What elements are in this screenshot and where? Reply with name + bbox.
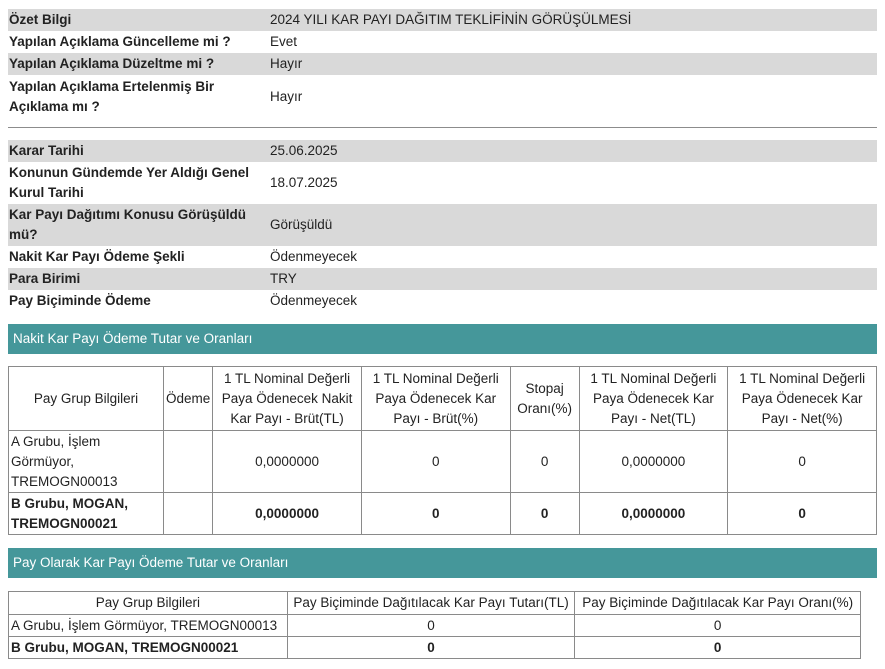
cash-dividend-table: [8, 366, 877, 535]
decision-date-label: Karar Tarihi: [9, 143, 84, 158]
deferred-value: Hayır: [270, 89, 303, 104]
gross-tl-cell: 0,0000000: [213, 493, 362, 535]
table-header-row: [9, 367, 877, 431]
dividend-discussed-label: Kar Payı Dağıtımı Konusu Görüşüldü mü?: [9, 207, 247, 242]
correction-label: Yapılan Açıklama Düzeltme mi ?: [9, 56, 215, 71]
cash-payment-method-label: Nakit Kar Payı Ödeme Şekli: [9, 249, 185, 264]
column-header: 1 TL Nominal Değerli Paya Ödenecek Kar Payı - Brüt(%): [361, 367, 510, 431]
rate-cell: 0: [575, 615, 861, 637]
payment-cell: [163, 431, 212, 493]
share-payment-value: Ödenmeyecek: [270, 293, 358, 308]
amount-cell: 0: [287, 637, 575, 659]
column-header: Stopaj Oranı(%): [510, 367, 579, 431]
divider: [8, 127, 877, 128]
summary-row: [8, 9, 877, 31]
gross-pct-cell: 0: [361, 431, 510, 493]
payment-cell: [163, 493, 212, 535]
gross-pct-cell: 0: [361, 493, 510, 535]
group-cell: A Grubu, İşlem Görmüyor, TREMOGN00013: [9, 615, 288, 637]
table-row: [9, 637, 861, 659]
net-tl-cell: 0,0000000: [579, 431, 728, 493]
column-header: Pay Biçiminde Dağıtılacak Kar Payı Oranı(%): [575, 592, 861, 615]
update-label: Yapılan Açıklama Güncelleme mi ?: [9, 34, 231, 49]
currency-label: Para Birimi: [9, 271, 81, 286]
group-cell: B Grubu, MOGAN, TREMOGN00021: [9, 493, 164, 535]
share-payment-row: [8, 290, 877, 312]
dividend-discussed-row: [8, 204, 877, 246]
update-value: Evet: [270, 34, 298, 49]
column-header: Pay Grup Bilgileri: [9, 367, 164, 431]
share-dividend-section-header: Pay Olarak Kar Payı Ödeme Tutar ve Oranları: [8, 548, 877, 578]
column-header: 1 TL Nominal Değerli Paya Ödenecek Nakit Kar Payı - Brüt(TL): [213, 367, 362, 431]
general-assembly-date-value: 18.07.2025: [270, 175, 338, 190]
cash-payment-method-row: [8, 246, 877, 268]
general-assembly-date-label: Konunun Gündemde Yer Aldığı Genel Kurul Tarihi: [9, 165, 250, 200]
net-tl-cell: 0,0000000: [579, 493, 728, 535]
net-pct-cell: 0: [728, 493, 877, 535]
column-header: 1 TL Nominal Değerli Paya Ödenecek Kar Payı - Net(TL): [579, 367, 728, 431]
summary-label: Özet Bilgi: [9, 12, 72, 27]
cash-payment-method-value: Ödenmeyecek: [270, 249, 358, 264]
group-cell: A Grubu, İşlem Görmüyor, TREMOGN00013: [9, 431, 164, 493]
decision-date-row: [8, 140, 877, 162]
currency-value: TRY: [270, 271, 297, 286]
deferred-label: Yapılan Açıklama Ertelenmiş Bir Açıklama mı ?: [9, 79, 215, 114]
correction-row: [8, 53, 877, 75]
table-row: [9, 615, 861, 637]
general-assembly-date-row: [8, 162, 877, 204]
summary-value: 2024 YILI KAR PAYI DAĞITIM TEKLİFİNİN GÖRÜŞÜLMESİ: [270, 12, 632, 27]
share-payment-label: Pay Biçiminde Ödeme: [9, 293, 151, 308]
table-header-row: [9, 592, 861, 615]
amount-cell: 0: [287, 615, 575, 637]
column-header: Pay Grup Bilgileri: [9, 592, 288, 615]
table-row: [9, 431, 877, 493]
column-header: 1 TL Nominal Değerli Paya Ödenecek Kar Payı - Net(%): [728, 367, 877, 431]
summary-info-table: [8, 9, 877, 119]
dividend-discussed-value: Görüşüldü: [270, 217, 333, 232]
gross-tl-cell: 0,0000000: [213, 431, 362, 493]
cash-dividend-section-header: Nakit Kar Payı Ödeme Tutar ve Oranları: [8, 324, 877, 354]
decision-details-table: [8, 140, 877, 312]
update-row: [8, 31, 877, 53]
withholding-cell: 0: [510, 493, 579, 535]
deferred-row: [8, 75, 877, 119]
column-header: Pay Biçiminde Dağıtılacak Kar Payı Tutarı(TL): [287, 592, 575, 615]
group-cell: B Grubu, MOGAN, TREMOGN00021: [9, 637, 288, 659]
share-dividend-table: [8, 591, 861, 659]
table-row: [9, 493, 877, 535]
column-header: Ödeme: [163, 367, 212, 431]
currency-row: [8, 268, 877, 290]
rate-cell: 0: [575, 637, 861, 659]
correction-value: Hayır: [270, 56, 303, 71]
withholding-cell: 0: [510, 431, 579, 493]
decision-date-value: 25.06.2025: [270, 143, 338, 158]
net-pct-cell: 0: [728, 431, 877, 493]
